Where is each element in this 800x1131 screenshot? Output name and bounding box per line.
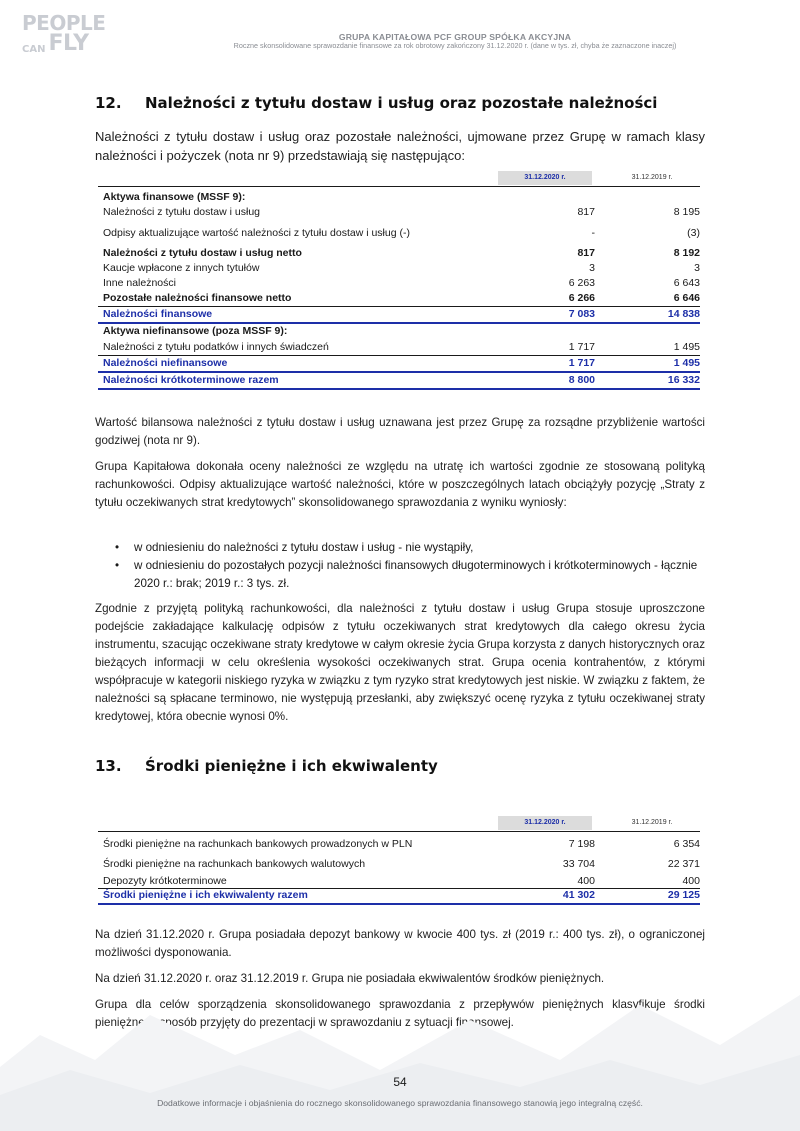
section-12-intro: Należności z tytułu dostaw i usług oraz pozostałe należności, ujmowane przez Grupę w ramach klasy należności i pożyczek (nota nr 9) przedstawiają się następująco: [95,129,705,163]
section-12-paragraph-3: Zgodnie z przyjętą polityką rachunkowości, dla należności z tytułu dostaw i usług Grupa stosuje uproszczone podejście zakładające kalkulację odpisów z tytułu oczekiwanych strat kredytowych dla całego okresu życia instrumentu, szacując oczekiwane straty kredytowe w całym okresie życia Grupa korzysta z danych historycznych oraz bieżących informacji w celu określenia wysokości oczekiwanych strat. Grupa ocenia kontrahentów, z którymi współpracuje w kategorii niskiego ryzyka w związku z tym ryzyko strat kredytowych jest niskie. W związku z faktem, że należności są spłacane terminowo, nie występują przesłanki, aby zwiększyć ocenę ryzyka z tytułu oczekiwanej straty kredytowej, która obecnie wynosi 0%. [95,602,705,723]
list-item: • w odniesieniu do należności z tytułu dostaw i usług - nie wystąpiły, [115,539,705,557]
logo-line-fly: FLY [48,31,89,56]
table-row: Należności finansowe 7 083 14 838 [103,308,700,320]
section-13-paragraph-1: Na dzień 31.12.2020 r. Grupa posiadała depozyt bankowy w kwocie 400 tys. zł (2019 r.: 400 tys. zł), o ograniczonej możliwości dysponowania. [95,928,705,959]
list-item: • w odniesieniu do pozostałych pozycji należności finansowych długoterminowych i krótkoterminowych - łącznie 2020 r.: brak; 2019 r.: 3 tys. zł. [115,557,705,593]
company-logo [22,11,106,56]
table-rule [98,322,700,324]
section-13-paragraph-3: Grupa dla celów sporządzenia skonsolidowanego sprawozdania z przepływów pieniężnych klasyfikuje środki pieniężne w sposób przyjęty do prezentacji w sprawozdaniu z sytuacji finansowej. [95,998,705,1029]
section-12-paragraph-2: Grupa Kapitałowa dokonała oceny należności ze względu na utratę ich wartości zgodnie ze stosowaną polityką rachunkowości. Odpisy aktualizujące wartość należności, które w poszczególnych latach obciążyły pozycję „Straty z tytułu oczekiwanych strat kredytowych” skonsolidowanego sprawozdania z wyniku wyniosły: [95,460,705,509]
impairment-list [115,539,705,593]
section-13-paragraph-2: Na dzień 31.12.2020 r. oraz 31.12.2019 r. Grupa nie posiadała ekwiwalentów środków pieniężnych. [95,972,605,985]
table-row: Należności z tytułu dostaw i usług 817 8 195 [103,206,700,218]
section-12-paragraph-1: Wartość bilansowa należności z tytułu dostaw i usług uznawana jest przez Grupę za rozsądne przybliżenie wartości godziwej (nota nr 9). [95,416,705,447]
logo-line-people: PEOPLE [22,11,106,35]
table-row: Depozyty krótkoterminowe 400 400 [103,875,700,887]
table-rule [98,371,700,373]
section-13-number: 13. [95,757,122,775]
cash-col-2020: 31.12.2020 r. [498,816,592,830]
logo-line-can: CAN [22,43,46,55]
table-row: Środki pieniężne i ich ekwiwalenty razem 41 302 29 125 [103,889,700,901]
section-13-heading: Środki pieniężne i ich ekwiwalenty [145,757,438,775]
table-rule [98,355,700,356]
table-row: Inne należności 6 263 6 643 [103,277,700,289]
table-row: Należności niefinansowe 1 717 1 495 [103,357,700,369]
table-row: Należności z tytułu podatków i innych świadczeń 1 717 1 495 [103,341,700,353]
table-rule [98,903,700,905]
section-12-number: 12. [95,94,122,112]
table-row: Pozostałe należności finansowe netto 6 266 6 646 [103,292,700,304]
table-row: Należności krótkoterminowe razem 8 800 16 332 [103,374,700,386]
receivables-header-rule [98,186,700,187]
header-company: GRUPA KAPITAŁOWA PCF GROUP SPÓŁKA AKCYJNA [338,32,572,42]
header-subtitle: Roczne skonsolidowane sprawozdanie finansowe za rok obrotowy zakończony 31.12.2020 r. (dane w tys. zł, chyba że zaznaczone inaczej) [233,41,677,50]
receivables-col-2019: 31.12.2019 r. [631,174,673,181]
table-row: Odpisy aktualizujące wartość należności z tytułu dostaw i usług (-) - (3) [103,227,700,239]
table-rule [98,306,700,307]
section-12-title [95,94,657,112]
section-13-title [95,757,438,775]
table-row: Aktywa finansowe (MSSF 9): [103,191,246,203]
table-row: Należności z tytułu dostaw i usług netto 817 8 192 [103,247,700,259]
page-number: 54 [393,1075,407,1089]
cash-col-2019: 31.12.2019 r. [631,819,673,826]
table-row: Środki pieniężne na rachunkach bankowych prowadzonych w PLN 7 198 6 354 [103,838,700,850]
receivables-col-2020: 31.12.2020 r. [498,171,592,185]
table-row: Aktywa niefinansowe (poza MSSF 9): [103,325,288,337]
table-rule [98,388,700,390]
table-row: Środki pieniężne na rachunkach bankowych walutowych 33 704 22 371 [103,858,700,870]
table-row: Kaucje wpłacone z innych tytułów 3 3 [103,262,700,274]
footer-note: Dodatkowe informacje i objaśnienia do rocznego skonsolidowanego sprawozdania finansowego stanowią jego integralną część. [157,1098,643,1108]
cash-header-rule [98,831,700,832]
section-12-heading: Należności z tytułu dostaw i usług oraz pozostałe należności [145,94,658,112]
